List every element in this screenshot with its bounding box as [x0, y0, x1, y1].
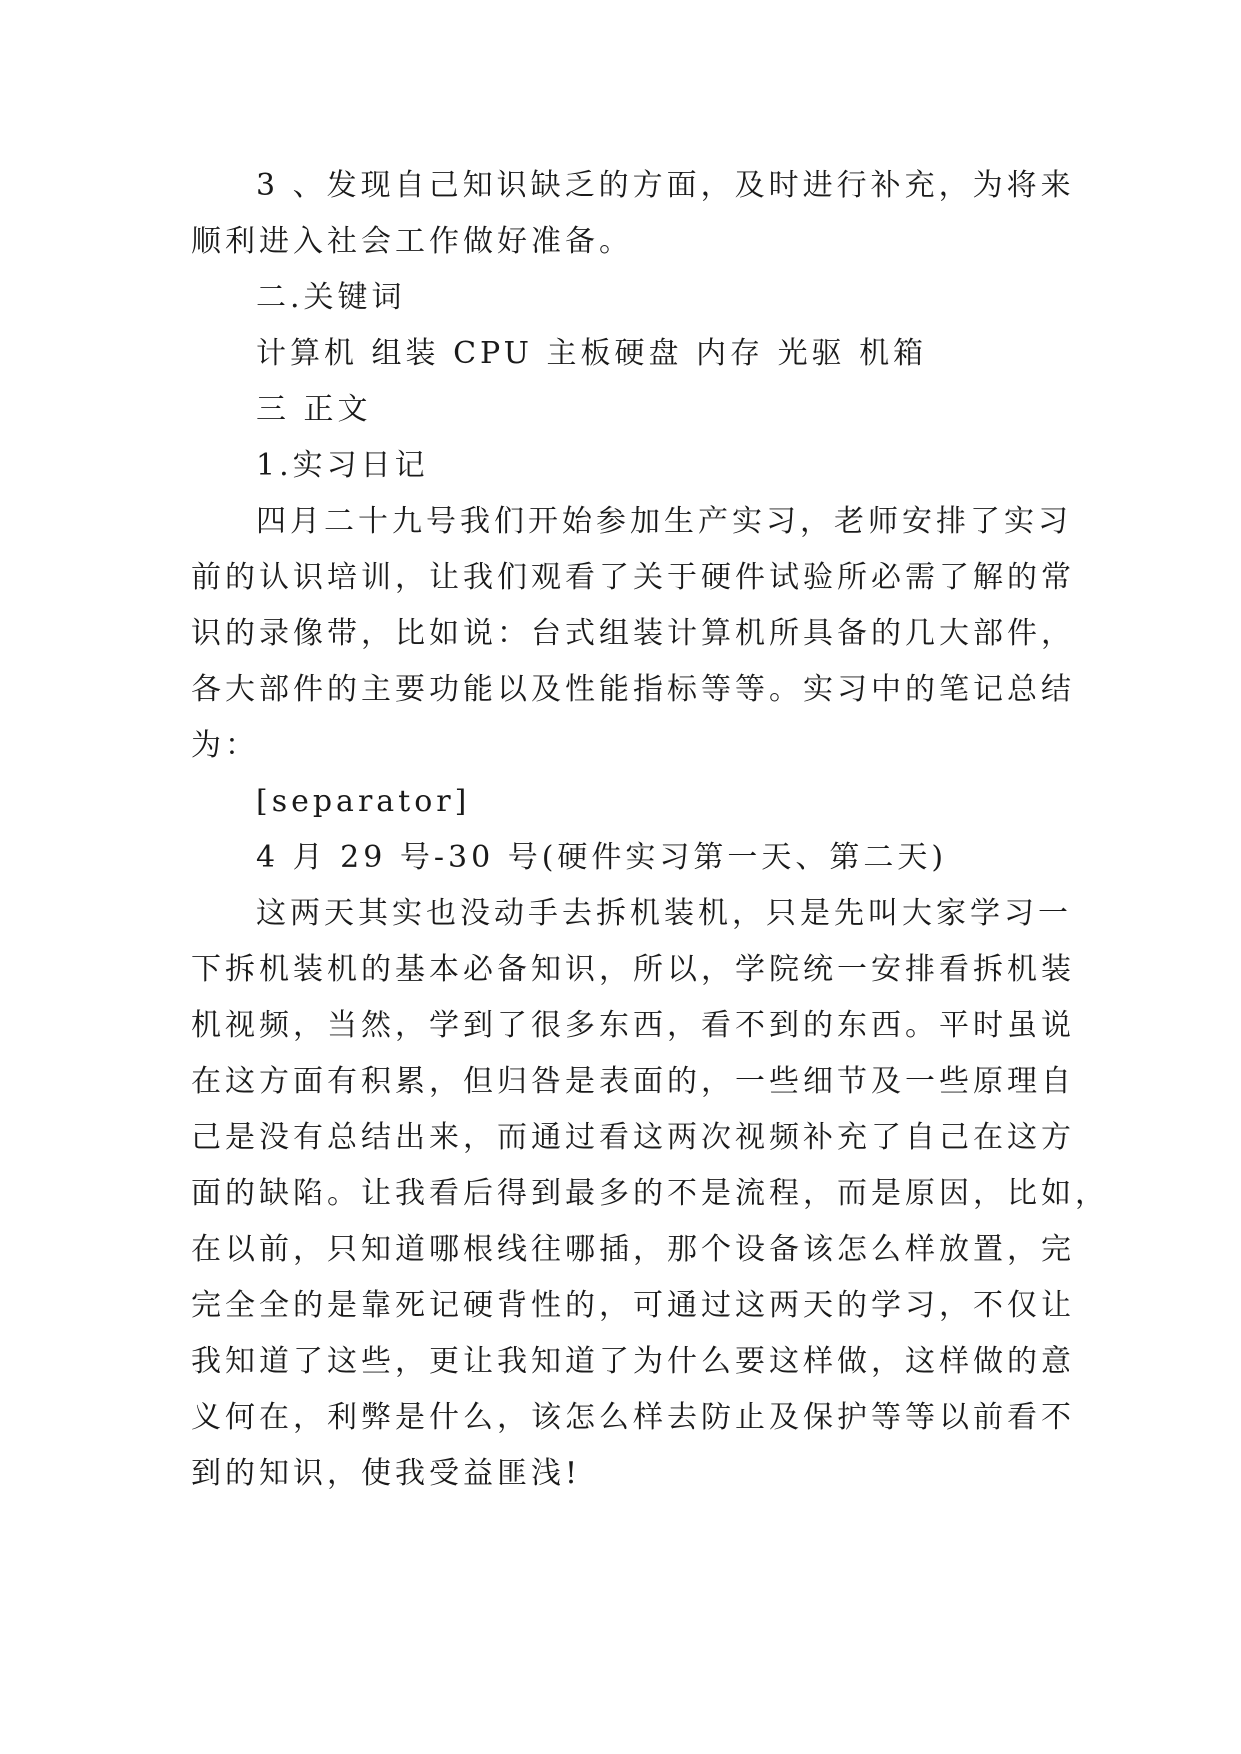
text-line: 完全全的是靠死记硬背性的，可通过这两天的学习，不仅让 — [191, 1288, 1075, 1323]
keywords-line: 计算机 组装 CPU 主板硬盘 内存 光驱 机箱 — [256, 336, 928, 371]
text-line: 下拆机装机的基本必备知识，所以，学院统一安排看拆机装 — [191, 952, 1075, 987]
text-line: 在以前，只知道哪根线往哪插，那个设备该怎么样放置，完 — [191, 1232, 1075, 1267]
section-heading: 二.关键词 — [256, 280, 406, 315]
text-line: 这两天其实也没动手去拆机装机，只是先叫大家学习一 — [256, 896, 1072, 931]
text-line: 己是没有总结出来，而通过看这两次视频补充了自己在这方 — [191, 1120, 1075, 1155]
text-line: 义何在，利弊是什么，该怎么样去防止及保护等等以前看不 — [191, 1400, 1075, 1435]
subsection-heading: 1.实习日记 — [256, 448, 429, 483]
section-heading: 三 正文 — [256, 392, 372, 427]
text-line: 到的知识，使我受益匪浅! — [191, 1456, 582, 1491]
text-line: 在这方面有积累，但归咎是表面的，一些细节及一些原理自 — [191, 1064, 1075, 1099]
text-line: 面的缺陷。让我看后得到最多的不是流程，而是原因，比如， — [191, 1176, 1109, 1211]
text-line: 顺利进入社会工作做好准备。 — [191, 224, 633, 259]
text-line: 为： — [191, 728, 259, 763]
text-line: 我知道了这些，更让我知道了为什么要这样做，这样做的意 — [191, 1344, 1075, 1379]
text-line: 3 、发现自己知识缺乏的方面，及时进行补充，为将来 — [256, 168, 1075, 203]
text-line: 四月二十九号我们开始参加生产实习，老师安排了实习 — [256, 504, 1072, 539]
date-heading: 4 月 29 号-30 号(硬件实习第一天、第二天) — [256, 840, 948, 875]
text-line: 机视频，当然，学到了很多东西，看不到的东西。平时虽说 — [191, 1008, 1075, 1043]
separator-text: [separator] — [256, 784, 471, 819]
text-line: 前的认识培训，让我们观看了关于硬件试验所必需了解的常 — [191, 560, 1075, 595]
text-line: 识的录像带，比如说：台式组装计算机所具备的几大部件， — [191, 616, 1075, 651]
text-line: 各大部件的主要功能以及性能指标等等。实习中的笔记总结 — [191, 672, 1075, 707]
